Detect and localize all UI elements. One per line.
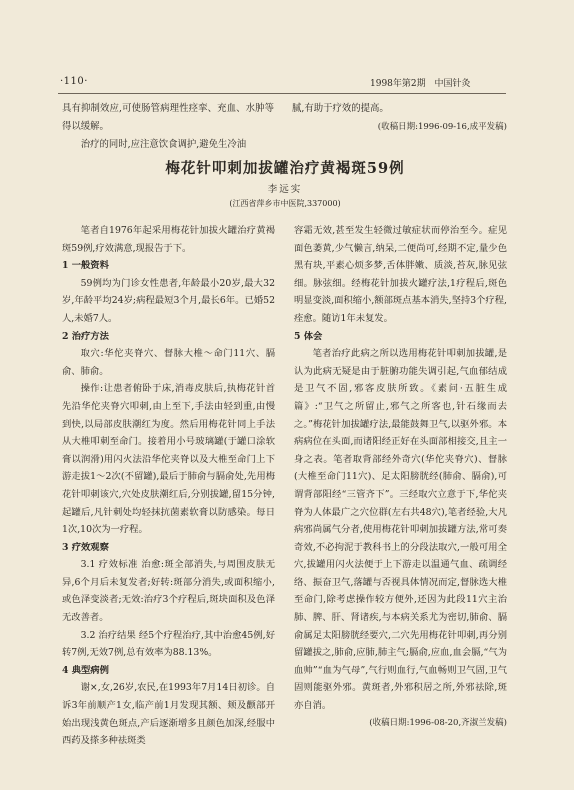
article-title: 梅花针叩刺加拔罐治疗黄褐斑59例: [165, 160, 405, 177]
received-date: (收稿日期:1996-09-16,成平发稿): [377, 122, 507, 132]
body-paragraph: 谢×,女,26岁,农民,在1993年7月14日初诊。自诉3年前顺产1女,临产前1月发现其额、颊及颧部开始出现浅黄色斑点,产后逐渐增多且颜色加深,经服中西药及搽多种祛斑类: [62, 682, 275, 747]
journal-name: 中国针灸: [434, 79, 471, 89]
page-number: ·110·: [60, 76, 88, 87]
previous-article-paragraph: 具有抑制效应,可使肠管病理性痉挛、充血、水肿等得以缓解。: [62, 103, 274, 132]
body-paragraph: 笔者自1976年起采用梅花针加拔火罐治疗黄褐斑59例,疗效满意,现报告于下。: [62, 225, 275, 254]
body-paragraph: 容霜无效,甚至发生轻微过敏症状而停治至今。症见面色萎黄,少气懒言,纳呆,二便尚可,经期不定,量少色黑有块,平素心烦多梦,舌体胖嫩、质淡,苔灰,脉见弦细。脉弦细。经梅花针加拔火罐疗法,1疗程后,斑色明显变淡,面积缩小,额部斑点基本消失,坚持3个疗程,痊愈。随访1年未复发。: [294, 225, 507, 324]
previous-article-right: [292, 100, 507, 136]
section-heading: 4 典型病例: [62, 664, 109, 676]
body-paragraph: 笔者治疗此病之所以选用梅花针叩刺加拔罐,是认为此病无疑是由于脏腑功能失调引起,气血郁结成是卫气不固,邪客皮肤所致。《素问·五脏生成篇》:“卫气之所留止,邪气之所客也,针石缘而去之。”梅花针加拔罐疗法,最能鼓舞卫气,以驱外邪。本病病位在头面,而诸阳经正好在头面部相接交,且主一身之表。笔者取背部经外奇穴(华佗夹脊穴)、督脉(大椎至命门11穴)、足太阳膀胱经(肺俞、膈俞),可谓背部阳经“三管齐下”。三经取穴立意于下,华佗夹脊为人体最广之穴位群(左右共48穴),笔者经验,大凡病邪尚属气分者,使用梅花针叩刺加拔罐方法,常可奏奇效,不必拘泥于教科书上的分段法取穴,一般可用全穴,拔罐用闪火法便于上下游走以温通气血、疏调经络、振奋卫气,落罐与否视具体情况而定,督脉选大椎至命门,除考虑操作较方便外,还因为此段11穴主治肺、脾、肝、肾诸疾,与本病关系尤为密切,肺俞、膈俞属足太阳膀胱经要穴,二穴先用梅花针叩刺,再分别留罐拔之,肺俞,应肺,肺主气;膈俞,应血,血会膈,“气为血帅”“血为气母”,气行则血行,气血畅则卫气固,卫气固则能驱外邪。黄斑者,外邪积居之所,外邪祛除,斑亦自消。: [294, 348, 507, 712]
left-column: [62, 222, 275, 750]
body-paragraph: 3.2 治疗结果 经5个疗程治疗,其中治愈45例,好转7例,无效7例,总有效率为88.13%。: [62, 629, 275, 659]
section-heading: 3 疗效观察: [62, 541, 109, 553]
running-header: [370, 76, 477, 89]
previous-article-left: [62, 100, 274, 154]
received-date: (收稿日期:1996-08-20,齐淑兰发稿): [369, 717, 507, 728]
article-author: 李远实: [267, 184, 303, 195]
journal-issue: 1998年第2期: [370, 79, 426, 89]
author-affiliation: (江西省萍乡市中医院,337000): [229, 199, 341, 208]
section-heading: 2 治疗方法: [62, 330, 109, 342]
body-paragraph: 取穴:华佗夹脊穴、督脉大椎～命门11穴、膈俞、肺俞。: [62, 348, 275, 377]
section-heading: 5 体会: [294, 330, 323, 342]
body-paragraph: 操作:让患者俯卧于床,消毒皮肤后,执梅花针首先沿华佗夹脊穴叩刺,由上至下,手法由轻到重,由慢到快,以局部皮肤潮红为度。然后用梅花针同上手法从大椎叩刺至命门。接着用小号玻璃罐(于罐口涂软膏以润滑)用闪火法沿华佗夹脊以及大椎至命门上下游走拔1～2次(不留罐),最后于肺俞与膈俞处,先用梅花针叩刺该穴,穴处皮肤潮红后,分别拔罐,留15分钟,起罐后,凡针刺处均轻抹抗菌素软膏以防感染。每日1次,10次为一疗程。: [62, 383, 275, 536]
header-rule: [58, 93, 506, 94]
previous-article-paragraph: 治疗的同时,应注意饮食调护,避免生冷油: [80, 139, 247, 150]
section-heading: 1 一般资料: [62, 260, 109, 272]
right-column: [294, 222, 507, 732]
previous-article-paragraph: 腻,有助于疗效的提高。: [292, 103, 389, 114]
body-paragraph: 59例均为门诊女性患者,年龄最小20岁,最大32岁,年龄平均24岁;病程最短3个月,最长6年。已婚52人,未婚7人。: [62, 277, 275, 324]
body-paragraph: 3.1 疗效标准 治愈:斑全部消失,与周围皮肤无异,6个月后未复发者;好转:斑部分消失,或面积缩小,或色泽变淡者;无效:治疗3个疗程后,斑块面积及色泽无改善者。: [62, 559, 275, 624]
